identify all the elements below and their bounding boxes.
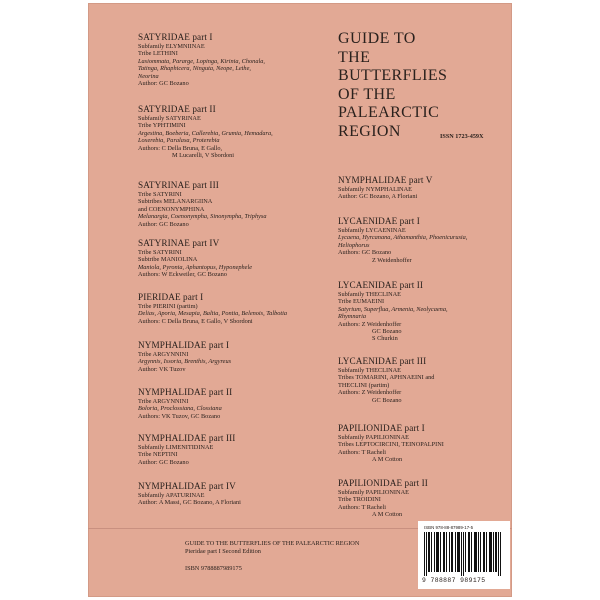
genera-line: Rhymnaria (338, 313, 366, 321)
authors-line: Author: GC Bozano, A Floriani (338, 193, 418, 201)
section-title: SATYRIDAE part II (138, 104, 216, 114)
genera-line: Tatinga, Rhaphicera, Ninguta, Neope, Lethe, (138, 65, 251, 73)
genera-line: Argynnis, Issoria, Brenthis, Argyreus (138, 358, 232, 366)
barcode (418, 521, 510, 589)
section-line: THECLINI (partim) (338, 381, 390, 389)
authors-line: Authors: T Racheli (338, 448, 387, 456)
catalog-section (338, 478, 428, 519)
section-line: Tribe NEPTINI (138, 451, 178, 459)
catalog-section (338, 423, 444, 464)
section-title: LYCAENIDAE part III (338, 356, 427, 366)
authors-continued: S Churkin (372, 335, 398, 343)
authors-continued: M Lucarelli, V Sbordoni (172, 152, 235, 160)
authors-line: Authors: VK Tuzov, GC Bozano (138, 412, 221, 420)
section-line: Tribe ARGYNNINI (138, 351, 189, 358)
guide-title-line: BUTTERFLIES (338, 67, 448, 84)
guide-title-line: OF THE (338, 85, 396, 103)
genera-line: Loxerebia, Paralasa, Proterebia (138, 137, 220, 145)
authors-line: Author: GC Bozano (138, 458, 189, 466)
catalog-section (338, 175, 433, 201)
footer-edition: Pieridae part I Second Edition (185, 548, 261, 555)
catalog-section (138, 180, 267, 228)
genera-line: Lycaena, Hyrcanana, Athamanthia, Phoenicurusia, (338, 234, 468, 242)
authors-continued: GC Bozano (372, 396, 402, 404)
section-line: Tribes LEPTOCIRCINI, TEINOPALPINI (338, 441, 444, 449)
authors-line: Authors: W Eckweiler, GC Bozano (138, 271, 227, 279)
authors-line: Author: VK Tuzov (138, 365, 186, 373)
section-line: Tribes TOMARINI, APHNAEINI and (338, 374, 435, 382)
authors-continued: A M Cotton (372, 456, 403, 464)
section-title: PAPILIONIDAE part I (338, 423, 425, 433)
barcode-bars-icon (424, 532, 504, 576)
section-line: Tribe ARGYNNINI (138, 398, 189, 405)
section-line: Tribe TROIDINI (338, 496, 381, 504)
barcode-digits: 9 788887 989175 (422, 577, 486, 584)
authors-line: Authors: T Racheli (338, 503, 387, 511)
catalog-section (338, 356, 434, 404)
section-title: SATYRINAE part III (138, 180, 219, 190)
footer-isbn: ISBN 9788887989175 (185, 565, 242, 572)
section-line: Subfamily SATYRINAE (138, 115, 201, 122)
catalog-section (338, 280, 448, 343)
section-line: Tribe YPHTIMINI (138, 122, 186, 130)
genera-line: Melanargia, Coenonympha, Sinonympha, Triphysa (138, 213, 267, 221)
genera-line: Delias, Aporia, Mesapia, Baltia, Pontia, Belenois, Talbotia (138, 310, 288, 318)
section-line: Tribe SATYRINI (138, 191, 182, 198)
authors-line: Authors: C Della Bruna, E Gallo, V Sbordoni (138, 317, 253, 325)
authors-line: Authors: C Della Bruna, E Gallo, (138, 144, 223, 152)
issn-label: ISSN 1723-459X (440, 133, 484, 140)
section-line: Tribe PIERINI (partim) (138, 303, 198, 310)
section-line: Subfamily THECLINAE (338, 367, 402, 374)
catalog-section (138, 104, 273, 159)
genera-line: Satyrium, Superflua, Armenia, Neolycaena, (338, 305, 448, 313)
authors-continued: Z Weidenhoffer (372, 256, 412, 264)
section-line: Subtribes MELANARGIINA (138, 198, 213, 206)
section-title: LYCAENIDAE part II (338, 280, 424, 290)
authors-continued: GC Bozano (372, 328, 402, 336)
genera-line: Maniola, Pyronia, Aphantopus, Hyponephele (138, 263, 253, 271)
section-title: NYMPHALIDAE part III (138, 433, 236, 443)
genera-line: Argestina, Boeberia, Callerebia, Grumia, Hemadara, (138, 129, 273, 137)
catalog-section (338, 216, 467, 264)
section-title: PIERIDAE part I (138, 292, 204, 302)
section-line: and COENONYMPHINA (138, 205, 205, 213)
section-title: NYMPHALIDAE part V (338, 175, 433, 185)
catalog-section (138, 433, 235, 466)
guide-title-line: THE (338, 48, 371, 66)
section-title: NYMPHALIDAE part I (138, 340, 230, 350)
catalog-section (138, 340, 231, 373)
section-line: Subfamily LIMENITIDINAE (138, 444, 214, 451)
authors-line: Authors: Z Weidenhoffer (338, 389, 402, 397)
section-line: Subfamily THECLINAE (338, 291, 402, 298)
section-line: Tribe EUMAEINI (338, 298, 385, 306)
section-title: NYMPHALIDAE part II (138, 387, 233, 397)
catalog-section (138, 32, 265, 87)
section-line: Subfamily APATURINAE (138, 492, 205, 499)
guide-title-line: PALEARCTIC (338, 104, 440, 121)
catalog-section (138, 387, 232, 420)
guide-title-line: REGION (338, 122, 401, 140)
section-title: PAPILIONIDAE part II (338, 478, 428, 488)
section-title: LYCAENIDAE part I (338, 216, 420, 226)
genera-line: Heliophorus (338, 241, 370, 249)
catalog-section (138, 238, 252, 279)
footer-series: GUIDE TO THE BUTTERFLIES OF THE PALEARCTIC REGION (185, 540, 360, 547)
section-line: Subtribe MANIOLINA (138, 256, 198, 264)
authors-line: Authors: Z Weidenhoffer (338, 320, 402, 328)
footer (185, 540, 359, 573)
section-line: Subfamily LYCAENINAE (338, 227, 406, 234)
authors-line: Authors: GC Bozano (338, 249, 392, 257)
section-title: SATYRIDAE part I (138, 32, 213, 42)
section-line: Subfamily PAPILIONINAE (338, 434, 409, 441)
authors-continued: A M Cotton (372, 511, 403, 519)
genera-line: Lasiommata, Pararge, Lopinga, Kirinia, Chonala, (138, 57, 265, 65)
section-line: Subfamily PAPILIONINAE (338, 489, 409, 496)
catalog-section (138, 481, 241, 507)
section-line: Subfamily ELYMNIINAE (138, 43, 205, 50)
section-line: Tribe SATYRINI (138, 249, 182, 256)
section-line: Subfamily NYMPHALINAE (338, 186, 412, 193)
guide-title-line: GUIDE TO (338, 30, 416, 47)
section-title: SATYRINAE part IV (138, 238, 220, 248)
barcode-isbn: ISBN 978-88-87989-17-5 (424, 525, 474, 530)
section-title: NYMPHALIDAE part IV (138, 481, 236, 491)
authors-line: Author: A Massi, GC Bozano, A Floriani (138, 499, 241, 507)
guide-title (338, 30, 447, 141)
section-line: Tribe LETHINI (138, 50, 178, 58)
authors-line: Author: GC Bozano (138, 220, 189, 228)
genera-line: Boloria, Proclossiana, Clossiana (138, 405, 222, 413)
genera-line: Neorina (138, 72, 159, 80)
authors-line: Author: GC Bozano (138, 80, 189, 88)
catalog-section (138, 292, 287, 325)
